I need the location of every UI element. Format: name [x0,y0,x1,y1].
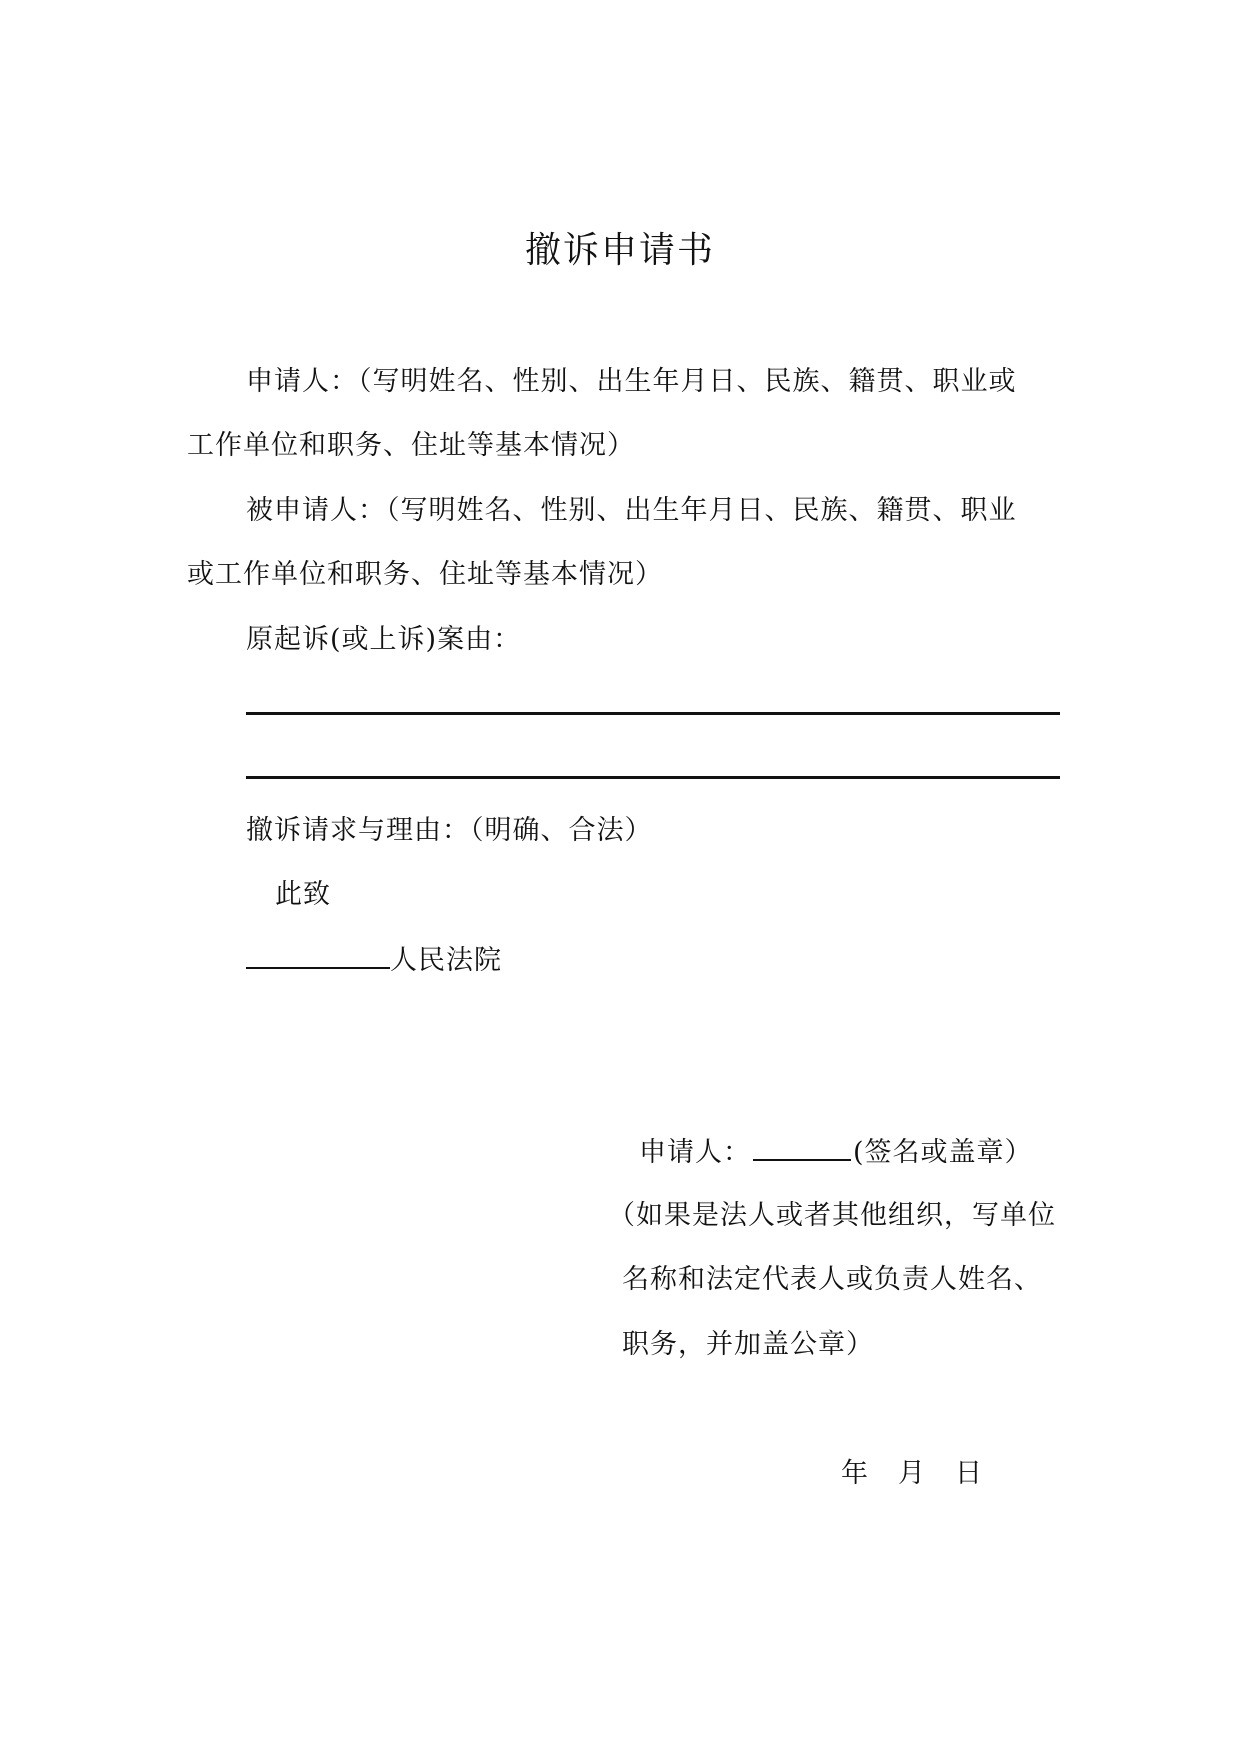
signature-applicant-label: 申请人： [639,1137,751,1168]
court-suffix: 人民法院 [390,945,502,976]
document-title: 撤诉申请书 [524,230,715,271]
court-line [246,941,502,979]
date-day: 日 [955,1458,983,1489]
respondent-line-2: 或工作单位和职务、住址等基本情况） [187,559,663,590]
respondent-line-1: 被申请人：（写明姓名、性别、出生年月日、民族、籍贯、职业 [246,495,1017,526]
date-month: 月 [898,1458,926,1489]
salutation: 此致 [275,879,331,910]
date-year: 年 [841,1458,869,1489]
signature-sign-note: (签名或盖章） [853,1137,1033,1168]
applicant-line-1: 申请人：（写明姓名、性别、出生年月日、民族、籍贯、职业或 [246,366,1017,397]
case-cause-blank-line-1 [246,712,1060,715]
applicant-line-2: 工作单位和职务、住址等基本情况） [187,430,635,461]
case-cause-blank-line-2 [246,776,1060,779]
signature-blank [753,1133,851,1161]
org-note-line-1: （如果是法人或者其他组织，写单位 [608,1200,1056,1231]
signature-line [639,1133,1033,1171]
court-name-blank [246,941,390,969]
org-note-line-2: 名称和法定代表人或负责人姓名、 [622,1264,1042,1295]
org-note-line-3: 职务，并加盖公章） [622,1329,874,1360]
withdrawal-reason-label: 撤诉请求与理由：（明确、合法） [246,815,653,846]
case-cause-label: 原起诉(或上诉)案由： [246,624,522,655]
